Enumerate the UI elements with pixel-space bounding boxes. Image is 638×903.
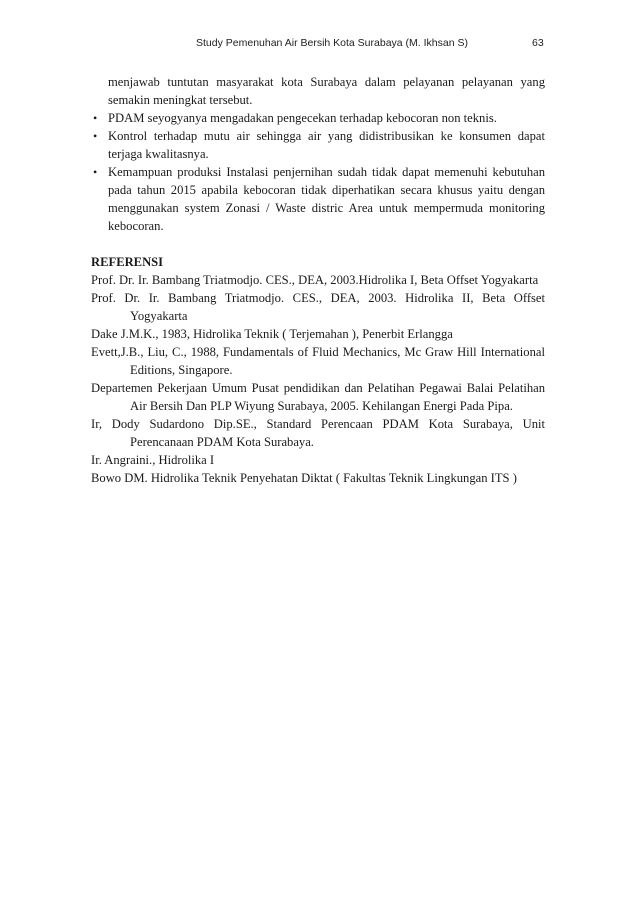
bullet-icon: •	[93, 165, 98, 179]
list-item-text: Kontrol terhadap mutu air sehingga air yang didistribusikan ke konsumen dapat terjaga kwalitasnya.	[108, 129, 545, 161]
reference-entry: Ir, Dody Sudardono Dip.SE., Standard Perencaan PDAM Kota Surabaya, Unit Perencanaan PDAM Kota Surabaya.	[91, 417, 545, 449]
continuation-paragraph: menjawab tuntutan masyarakat kota Surabaya dalam pelayanan pelayanan yang semakin meningkat tersebut.	[108, 75, 545, 107]
bullet-icon: •	[93, 111, 98, 125]
reference-entry: Ir. Angraini., Hidrolika I	[91, 453, 215, 467]
page-header	[0, 37, 638, 53]
list-item-text: Kemampuan produksi Instalasi penjernihan sudah tidak dapat memenuhi kebutuhan pada tahun 2015 apabila kebocoran tidak diperhatikan secara khusus yaitu dengan menggunakan system Zonasi / Waste distric Area untuk mempermuda monitoring kebocoran.	[108, 165, 545, 233]
reference-entry: Prof. Dr. Ir. Bambang Triatmodjo. CES., DEA, 2003.Hidrolika I, Beta Offset Yogyakarta	[91, 273, 539, 287]
recommendation-list	[91, 109, 545, 235]
list-item	[91, 109, 545, 127]
list-item	[91, 127, 545, 163]
reference-entry: Departemen Pekerjaan Umum Pusat pendidikan dan Pelatihan Pegawai Balai Pelatihan Air Bersih Dan PLP Wiyung Surabaya, 2005. Kehilangan Energi Pada Pipa.	[91, 381, 545, 413]
reference-entry: Prof. Dr. Ir. Bambang Triatmodjo. CES., DEA, 2003. Hidrolika II, Beta Offset Yogyakarta	[91, 291, 545, 323]
running-header-title: Study Pemenuhan Air Bersih Kota Surabaya (M. Ikhsan S)	[196, 37, 468, 49]
list-item	[91, 163, 545, 235]
list-item-text: PDAM seyogyanya mengadakan pengecekan terhadap kebocoran non teknis.	[108, 111, 497, 125]
references-heading: REFERENSI	[91, 255, 164, 269]
reference-entry: Bowo DM. Hidrolika Teknik Penyehatan Diktat ( Fakultas Teknik Lingkungan ITS )	[91, 471, 517, 485]
reference-entry: Dake J.M.K., 1983, Hidrolika Teknik ( Terjemahan ), Penerbit Erlangga	[91, 327, 453, 341]
bullet-icon: •	[93, 129, 98, 143]
reference-entry: Evett,J.B., Liu, C., 1988, Fundamentals of Fluid Mechanics, Mc Graw Hill International Editions, Singapore.	[91, 345, 545, 377]
page-body	[91, 73, 545, 487]
page-number: 63	[532, 37, 544, 49]
